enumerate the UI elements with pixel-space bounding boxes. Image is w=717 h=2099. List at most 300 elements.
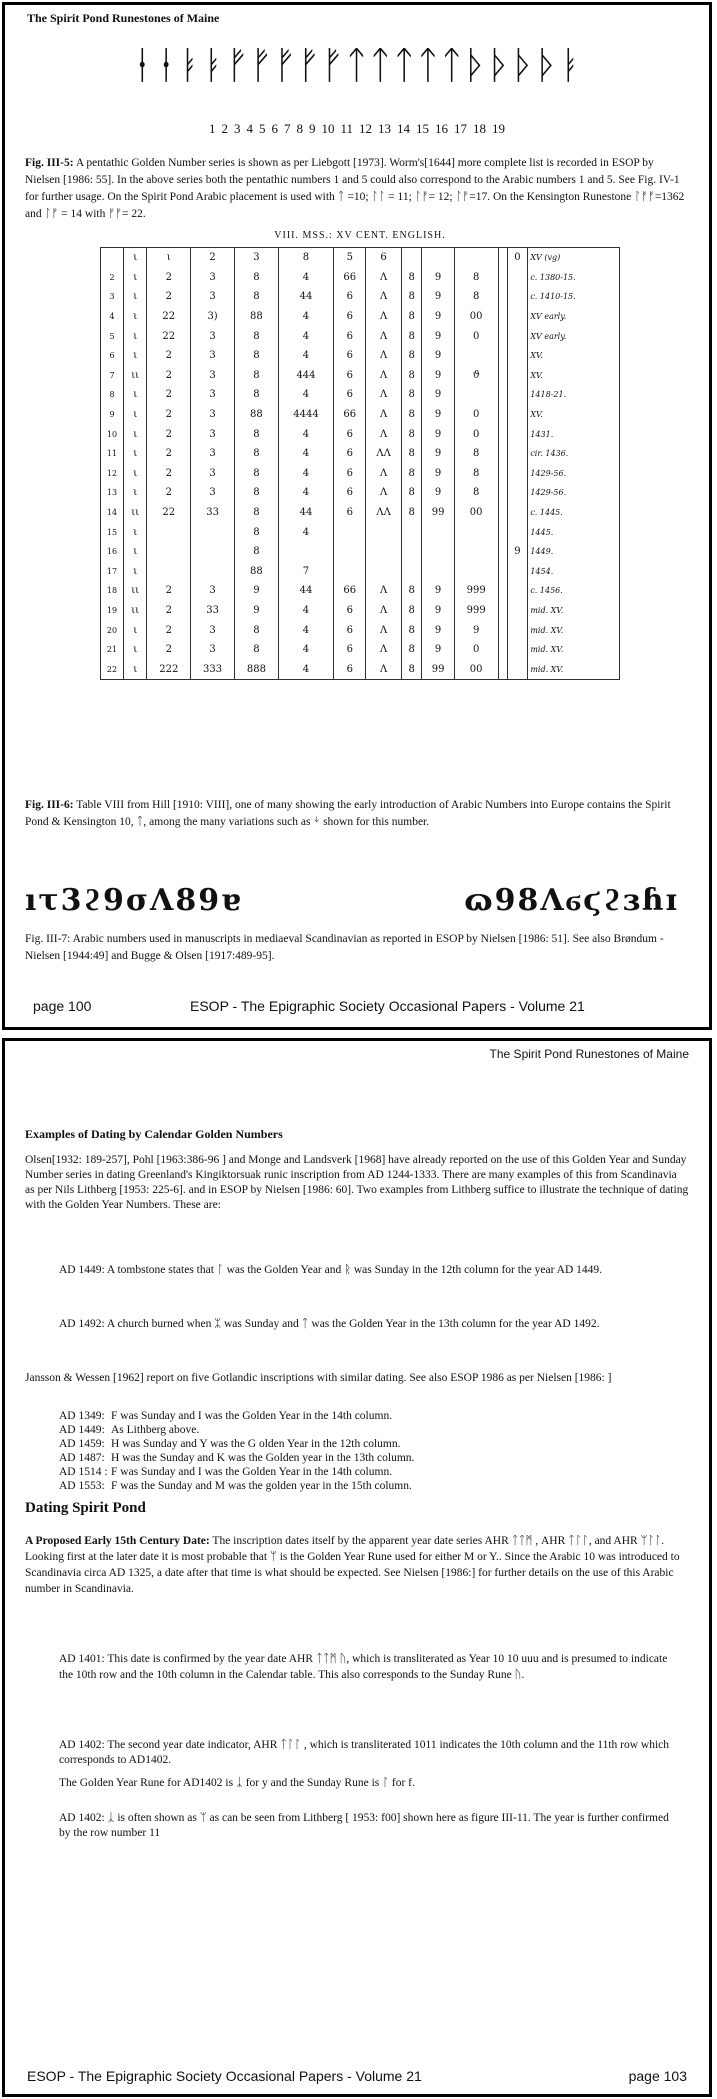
numeral-cell: 3 — [191, 268, 235, 288]
list-item — [59, 1423, 679, 1437]
numeral-cell: ι — [124, 444, 147, 464]
section-dating-spirit-pond — [25, 1501, 689, 1517]
numeral-cell — [498, 385, 507, 405]
rune-number: 11 — [340, 121, 354, 136]
figure-label: Fig. III-7: — [25, 933, 71, 945]
list-year: AD 1349: — [59, 1410, 105, 1422]
row-number: 16 — [101, 542, 124, 562]
section-heading: Dating Spirit Pond — [25, 1500, 146, 1516]
numeral-table — [100, 247, 620, 680]
numeral-cell: 6 — [334, 601, 366, 621]
numeral-cell: 9 — [234, 601, 278, 621]
paragraph — [25, 1533, 689, 1597]
numeral-cell: 333 — [191, 659, 235, 679]
numeral-cell: 2 — [147, 366, 191, 386]
list-year: AD 1449: — [59, 1424, 105, 1436]
list-item — [59, 1409, 679, 1423]
rune-number: 1 — [208, 121, 216, 136]
date-label-cell: 1454. — [528, 562, 620, 582]
example-ad-1402-b: The Golden Year Rune for AD1402 is ᛣ for y and the Sunday Rune is ᛚ for f. — [59, 1777, 415, 1789]
numeral-cell: 4 — [278, 483, 333, 503]
rune-number: 17 — [454, 121, 468, 136]
row-number: 11 — [101, 444, 124, 464]
numeral-cell: 3 — [191, 287, 235, 307]
list-text: H was Sunday and Y was the G olden Year in the 12th column. — [111, 1438, 401, 1450]
example-ad-1402-a: AD 1402: The second year date indicator, AHR ᛏᛚᛚ , which is transliterated 1011 indicates the 10th column and the 11th row which corresponds to AD1402. — [59, 1739, 670, 1766]
numeral-cell: 8 — [401, 307, 422, 327]
numeral-cell: Λ — [366, 620, 401, 640]
date-label-cell: mid. XV. — [528, 620, 620, 640]
numeral-cell — [498, 405, 507, 425]
numeral-cell — [507, 581, 528, 601]
numeral-cell: 8 — [234, 366, 278, 386]
rune-number: 3 — [233, 121, 241, 136]
running-head: The Spirit Pond Runestones of Maine — [27, 11, 220, 25]
numeral-cell: 9 — [422, 640, 454, 660]
list-text: F was the Sunday and M was the golden year in the 15th column. — [111, 1480, 412, 1492]
gotlandic-dates-list — [25, 1409, 689, 1493]
numeral-cell: ι — [124, 346, 147, 366]
section-golden-numbers — [25, 1127, 689, 1142]
numeral-cell — [498, 424, 507, 444]
numerals-right: ɷ98Λϭϛϩɜɦɪ — [464, 883, 679, 918]
numeral-cell: 8 — [401, 424, 422, 444]
numeral-cell — [498, 503, 507, 523]
numeral-cell — [422, 522, 454, 542]
numeral-cell: 4 — [278, 522, 333, 542]
numeral-cell: 6 — [334, 424, 366, 444]
table-row — [101, 307, 620, 327]
numeral-cell: Λ — [366, 640, 401, 660]
list-text: F was Sunday and I was the Golden Year in the 14th column. — [111, 1410, 393, 1422]
figure-text: Table VIII from Hill [1910: VIII], one of many showing the early introduction of Arabic Numbers into Europe contains the Spirit Pond & Kensington 10, ᛏ, among the many variations such as ᛎ shown for this number. — [25, 799, 671, 828]
table-row — [101, 581, 620, 601]
numeral-cell: 9 — [422, 307, 454, 327]
table-row — [101, 287, 620, 307]
numeral-cell: 8 — [401, 326, 422, 346]
numeral-cell: 9 — [422, 268, 454, 288]
numeral-cell: ι — [124, 659, 147, 679]
table-row — [101, 346, 620, 366]
page-number: page 100 — [33, 998, 92, 1014]
row-number: 19 — [101, 601, 124, 621]
numeral-cell — [191, 522, 235, 542]
numeral-cell: 8 — [234, 444, 278, 464]
table-row — [101, 268, 620, 288]
table-row — [101, 424, 620, 444]
table-row — [101, 542, 620, 562]
numeral-cell — [507, 640, 528, 660]
numeral-cell: ι — [124, 287, 147, 307]
date-label-cell: 1449. — [528, 542, 620, 562]
numeral-cell: 9 — [422, 620, 454, 640]
numeral-cell: 6 — [334, 444, 366, 464]
numeral-cell: 4 — [278, 326, 333, 346]
numeral-cell: ι — [124, 640, 147, 660]
table-row — [101, 326, 620, 346]
numeral-cell: 8 — [401, 640, 422, 660]
numeral-cell: 0 — [454, 405, 498, 425]
numeral-cell: 4 — [278, 464, 333, 484]
numeral-cell: 6 — [334, 464, 366, 484]
numeral-cell: 66 — [334, 268, 366, 288]
numeral-cell — [334, 562, 366, 582]
numeral-cell — [498, 366, 507, 386]
numeral-cell: 4 — [278, 444, 333, 464]
numeral-cell — [334, 542, 366, 562]
numeral-cell: ι — [124, 424, 147, 444]
numeral-cell: 4444 — [278, 405, 333, 425]
rune-number: 4 — [246, 121, 253, 136]
date-label-cell: XV early. — [528, 326, 620, 346]
rune-number: 16 — [435, 121, 449, 136]
numeral-cell: 9 — [422, 366, 454, 386]
hill-table-viii — [100, 230, 620, 680]
numeral-cell: 3 — [234, 248, 278, 268]
numeral-cell: 2 — [147, 581, 191, 601]
numeral-cell: 4 — [278, 601, 333, 621]
row-number: 2 — [101, 268, 124, 288]
numeral-cell: ι — [124, 268, 147, 288]
numeral-cell: 88 — [234, 307, 278, 327]
numeral-cell — [507, 326, 528, 346]
date-label-cell: c. 1456. — [528, 581, 620, 601]
numeral-cell: 8 — [234, 640, 278, 660]
numeral-cell — [507, 346, 528, 366]
numeral-cell: Λ — [366, 268, 401, 288]
date-label-cell: 1431. — [528, 424, 620, 444]
rune-number: 13 — [378, 121, 392, 136]
table-row — [101, 464, 620, 484]
date-label-cell: mid. XV. — [528, 659, 620, 679]
numeral-cell: 8 — [401, 346, 422, 366]
paragraph: Jansson & Wessen [1962] report on five Gotlandic inscriptions with similar dating. See also ESOP 1986 as per Nielsen [1986: ] — [25, 1372, 612, 1384]
numeral-cell — [498, 581, 507, 601]
page-number: page 103 — [628, 2068, 687, 2084]
numeral-cell — [507, 424, 528, 444]
numeral-cell: 9 — [422, 483, 454, 503]
numeral-cell: 8 — [401, 444, 422, 464]
numeral-cell: 4 — [278, 640, 333, 660]
arabic-numerals-figure — [25, 883, 689, 927]
numeral-cell: 8 — [234, 268, 278, 288]
table-row — [101, 659, 620, 679]
numeral-cell: 6 — [334, 659, 366, 679]
row-number: 20 — [101, 620, 124, 640]
numeral-cell: 9 — [422, 385, 454, 405]
numeral-cell: 4 — [278, 346, 333, 366]
numeral-cell: 3 — [191, 464, 235, 484]
numeral-cell — [147, 522, 191, 542]
numeral-cell: 8 — [234, 503, 278, 523]
table-row — [101, 640, 620, 660]
numeral-cell: 0 — [507, 248, 528, 268]
numeral-cell — [334, 522, 366, 542]
numeral-cell: ι — [124, 405, 147, 425]
numeral-cell — [507, 522, 528, 542]
section-heading: Examples of Dating by Calendar Golden Numbers — [25, 1127, 283, 1141]
numeral-cell — [507, 385, 528, 405]
numeral-cell: ι — [147, 248, 191, 268]
numeral-cell: 6 — [334, 326, 366, 346]
row-number: 8 — [101, 385, 124, 405]
date-label-cell: mid. XV. — [528, 640, 620, 660]
rune-number: 10 — [321, 121, 335, 136]
date-label-cell: 1418-21. — [528, 385, 620, 405]
numeral-cell — [498, 268, 507, 288]
list-item — [59, 1451, 679, 1465]
numeral-cell: 8 — [401, 620, 422, 640]
numeral-cell: 8 — [234, 483, 278, 503]
numeral-cell: 8 — [234, 326, 278, 346]
numeral-cell: 4 — [278, 307, 333, 327]
figure-iii-6-caption — [25, 797, 689, 831]
numeral-cell — [498, 483, 507, 503]
numerals-left: ıτ3ϩ9σΛ89ɐ — [25, 883, 243, 918]
numeral-cell: 6 — [334, 385, 366, 405]
numeral-cell — [498, 464, 507, 484]
numeral-cell: 6 — [334, 503, 366, 523]
numeral-cell — [498, 562, 507, 582]
list-item — [59, 1437, 679, 1451]
numeral-cell: 8 — [234, 464, 278, 484]
numeral-cell: ι — [124, 307, 147, 327]
numeral-cell: ιι — [124, 601, 147, 621]
list-year: AD 1553: — [59, 1480, 105, 1492]
table-row — [101, 248, 620, 268]
numeral-cell: ι — [124, 562, 147, 582]
numeral-cell: ι — [124, 385, 147, 405]
row-number: 22 — [101, 659, 124, 679]
list-item — [59, 1479, 679, 1493]
paragraph-text: The inscription dates itself by the apparent year date series AHR ᛏᛏᛗ , AHR ᛏᛚᛚ, and AHR ᛘᛚᛚ. Looking first at the later date it is most probable that ᛘ is the Golden Year Rune used for either M or Y.. Since the Arabic 10 was introduced to Scandinavia circa AD 1325, a date after that time is what should be expected. See Nielsen [1986:] for further details on the use of this Arabic number in Scandinavia. — [25, 1535, 680, 1595]
footer-title: ESOP - The Epigraphic Society Occasional Papers - Volume 21 — [27, 2068, 422, 2084]
numeral-cell: Λ — [366, 424, 401, 444]
numeral-cell — [507, 620, 528, 640]
numeral-cell: 888 — [234, 659, 278, 679]
numeral-cell: 9 — [422, 405, 454, 425]
table-heading: VIII. MSS.: XV CENT. ENGLISH. — [274, 230, 446, 241]
numeral-cell: 9 — [234, 581, 278, 601]
numeral-cell — [498, 444, 507, 464]
numeral-cell: 8 — [234, 620, 278, 640]
numeral-cell: 8 — [454, 444, 498, 464]
table-row — [101, 385, 620, 405]
numeral-cell: 6 — [334, 620, 366, 640]
row-number: 14 — [101, 503, 124, 523]
page-100 — [2, 2, 712, 1030]
example-ad-1402-c: AD 1402: ᛣ is often shown as ᛘ as can be seen from Lithberg [ 1953: f00] shown here as figure III-11. The year is further confirmed by the row number 11 — [59, 1812, 669, 1839]
numeral-cell: Λ — [366, 346, 401, 366]
rune-number: 15 — [416, 121, 430, 136]
numeral-cell — [454, 385, 498, 405]
numeral-cell: 2 — [147, 268, 191, 288]
numeral-cell: 88 — [234, 562, 278, 582]
numeral-cell — [507, 601, 528, 621]
numeral-cell — [507, 562, 528, 582]
running-head: The Spirit Pond Runestones of Maine — [489, 1047, 689, 1061]
row-number: 5 — [101, 326, 124, 346]
rune-number: 5 — [258, 121, 266, 136]
numeral-cell: 2 — [147, 385, 191, 405]
example-ad-1401: AD 1401: This date is confirmed by the year date AHR ᛏᛏᛗ ᚢ, which is transliterated as Year 10 10 uuu and is presumed to indicate the 10th row and the 10th column in the Calendar table. This also corresponds to the Sunday Rune ᚢ. — [59, 1653, 668, 1681]
numeral-cell — [454, 522, 498, 542]
numeral-cell: 88 — [234, 405, 278, 425]
numeral-cell: 3 — [191, 366, 235, 386]
numeral-cell — [507, 659, 528, 679]
pentathic-rune-series: ᚽᚽᛓᛓᚠᚠᚠᚠᚠᛏᛏᛏᛏᛏᚦᚦᚦᚦᛓ — [130, 43, 584, 87]
numeral-cell: 8 — [234, 542, 278, 562]
numeral-cell — [422, 248, 454, 268]
numeral-cell: 9 — [422, 346, 454, 366]
row-number: 15 — [101, 522, 124, 542]
numeral-cell: 6 — [334, 640, 366, 660]
rune-series-numbers — [5, 121, 709, 137]
numeral-cell: 3 — [191, 424, 235, 444]
list-year: AD 1487: — [59, 1452, 105, 1464]
numeral-cell — [454, 346, 498, 366]
date-label-cell: 1429-56. — [528, 483, 620, 503]
rune-number: 14 — [397, 121, 411, 136]
numeral-cell: ι — [124, 483, 147, 503]
numeral-cell: 44 — [278, 503, 333, 523]
date-label-cell: XV. — [528, 405, 620, 425]
numeral-cell: 8 — [401, 503, 422, 523]
numeral-cell: 33 — [191, 601, 235, 621]
numeral-cell: 9 — [422, 444, 454, 464]
numeral-cell: ιι — [124, 581, 147, 601]
rune-number: 2 — [221, 121, 228, 136]
numeral-cell: 9 — [454, 620, 498, 640]
numeral-cell: 2 — [147, 464, 191, 484]
numeral-cell: 2 — [147, 483, 191, 503]
numeral-cell: 8 — [454, 287, 498, 307]
numeral-cell: 6 — [334, 287, 366, 307]
numeral-cell: 2 — [191, 248, 235, 268]
numeral-cell: 4 — [278, 385, 333, 405]
list-text: F was Sunday and I was the Golden Year in the 14th column. — [111, 1466, 393, 1478]
numeral-cell: 66 — [334, 581, 366, 601]
numeral-cell: 0 — [454, 424, 498, 444]
figure-label: Fig. III-5: — [25, 157, 74, 169]
date-label-cell: c. 1410-15. — [528, 287, 620, 307]
numeral-cell: 8 — [401, 385, 422, 405]
numeral-cell: 9 — [422, 581, 454, 601]
numeral-cell — [507, 405, 528, 425]
numeral-cell: Λ — [366, 601, 401, 621]
numeral-cell: 99 — [422, 503, 454, 523]
numeral-cell: Λ — [366, 581, 401, 601]
numeral-cell: Λ — [366, 405, 401, 425]
numeral-cell — [507, 483, 528, 503]
numeral-cell: ϑ — [454, 366, 498, 386]
numeral-cell: 00 — [454, 503, 498, 523]
row-number: 21 — [101, 640, 124, 660]
numeral-cell: 8 — [234, 424, 278, 444]
numeral-cell — [147, 562, 191, 582]
date-label-cell: XV. — [528, 346, 620, 366]
list-item — [59, 1465, 679, 1479]
paragraph-lead: A Proposed Early 15th Century Date: — [25, 1535, 210, 1547]
numeral-cell: 3) — [191, 307, 235, 327]
numeral-cell: ιι — [124, 503, 147, 523]
table-row — [101, 444, 620, 464]
example-ad-1492: AD 1492: A church burned when ᛯ was Sunday and ᛏ was the Golden Year in the 13th column for the year AD 1492. — [59, 1318, 600, 1330]
numeral-cell: Λ — [366, 483, 401, 503]
numeral-cell: 999 — [454, 601, 498, 621]
numeral-cell — [366, 562, 401, 582]
numeral-cell — [507, 503, 528, 523]
date-label-cell: 1445. — [528, 522, 620, 542]
table-row — [101, 405, 620, 425]
numeral-cell — [498, 307, 507, 327]
row-number: 13 — [101, 483, 124, 503]
numeral-cell: 22 — [147, 503, 191, 523]
paragraph: Olsen[1932: 189-257], Pohl [1963:386-96 ] and Monge and Landsverk [1968] have already reported on the use of this Golden Year and Sunday Number series in dating Greenland's Kingiktorsuak runic inscription from AD 1244-1333. There are many examples of this from Scandinavia as per Nils Lithberg [1953: 225-6]. and in ESOP by Nielsen [1986: 60]. Two examples from Lithberg suffice to illustrate the technique of dating with the Golden Year Numbers. These are: — [25, 1154, 689, 1211]
numeral-cell: 2 — [147, 601, 191, 621]
figure-text: Arabic numbers used in manuscripts in mediaeval Scandinavian as reported in ESOP by Nielsen [1986: 51]. See also Brøndum - Nielsen [1944:49] and Bugge & Olsen [1917:489-95]. — [25, 933, 664, 962]
numeral-cell: ι — [124, 248, 147, 268]
numeral-cell: 8 — [401, 659, 422, 679]
numeral-cell: 8 — [401, 405, 422, 425]
numeral-cell: ι — [124, 326, 147, 346]
numeral-cell: 2 — [147, 346, 191, 366]
numeral-cell — [498, 287, 507, 307]
numeral-cell — [498, 601, 507, 621]
numeral-cell: 222 — [147, 659, 191, 679]
table-row — [101, 620, 620, 640]
numeral-cell: 2 — [147, 405, 191, 425]
numeral-cell: 9 — [422, 464, 454, 484]
numeral-cell: 00 — [454, 307, 498, 327]
numeral-cell: 3 — [191, 346, 235, 366]
numeral-cell: 8 — [454, 268, 498, 288]
numeral-cell: 3 — [191, 385, 235, 405]
numeral-cell: 444 — [278, 366, 333, 386]
rune-number: 7 — [283, 121, 291, 136]
page-103 — [2, 1038, 712, 2097]
numeral-cell: 4 — [278, 620, 333, 640]
numeral-cell: 2 — [147, 424, 191, 444]
rune-number: 9 — [308, 121, 316, 136]
list-year: AD 1459: — [59, 1438, 105, 1450]
numeral-cell: 6 — [366, 248, 401, 268]
numeral-cell: 5 — [334, 248, 366, 268]
numeral-cell — [498, 326, 507, 346]
numeral-cell: Λ — [366, 385, 401, 405]
numeral-cell — [498, 620, 507, 640]
row-number: 10 — [101, 424, 124, 444]
figure-text: A pentathic Golden Number series is shown as per Liebgott [1973]. Worm's[1644] more complete list is recorded in ESOP by Nielsen [1986: 55]. In the above series both the pentathic numbers 1 and 5 could also correspond to the Arabic numbers 1 and 5. See Fig. IV-1 for further usage. On the Spirit Pond Arabic placement is used with ᛏ =10; ᛚᛚ = 11; ᛚᚠ= 12; ᛚᚠ=17. On the Kensington Runestone ᛚᚠᚠ=1362 and ᛚᚠ = 14 with ᚠᚠ= 22. — [25, 157, 685, 220]
numeral-cell: 8 — [401, 601, 422, 621]
numeral-cell: 22 — [147, 326, 191, 346]
numeral-cell — [401, 542, 422, 562]
numeral-cell: ι — [124, 522, 147, 542]
numeral-cell — [366, 542, 401, 562]
numeral-cell: 3 — [191, 444, 235, 464]
numeral-cell — [454, 248, 498, 268]
numeral-cell: Λ — [366, 366, 401, 386]
numeral-cell — [191, 562, 235, 582]
numeral-cell: 33 — [191, 503, 235, 523]
row-number: 3 — [101, 287, 124, 307]
row-number: 17 — [101, 562, 124, 582]
date-label-cell: XV early. — [528, 307, 620, 327]
date-label-cell: XV. — [528, 366, 620, 386]
numeral-cell: 9 — [422, 424, 454, 444]
numeral-cell — [454, 542, 498, 562]
numeral-cell — [422, 562, 454, 582]
